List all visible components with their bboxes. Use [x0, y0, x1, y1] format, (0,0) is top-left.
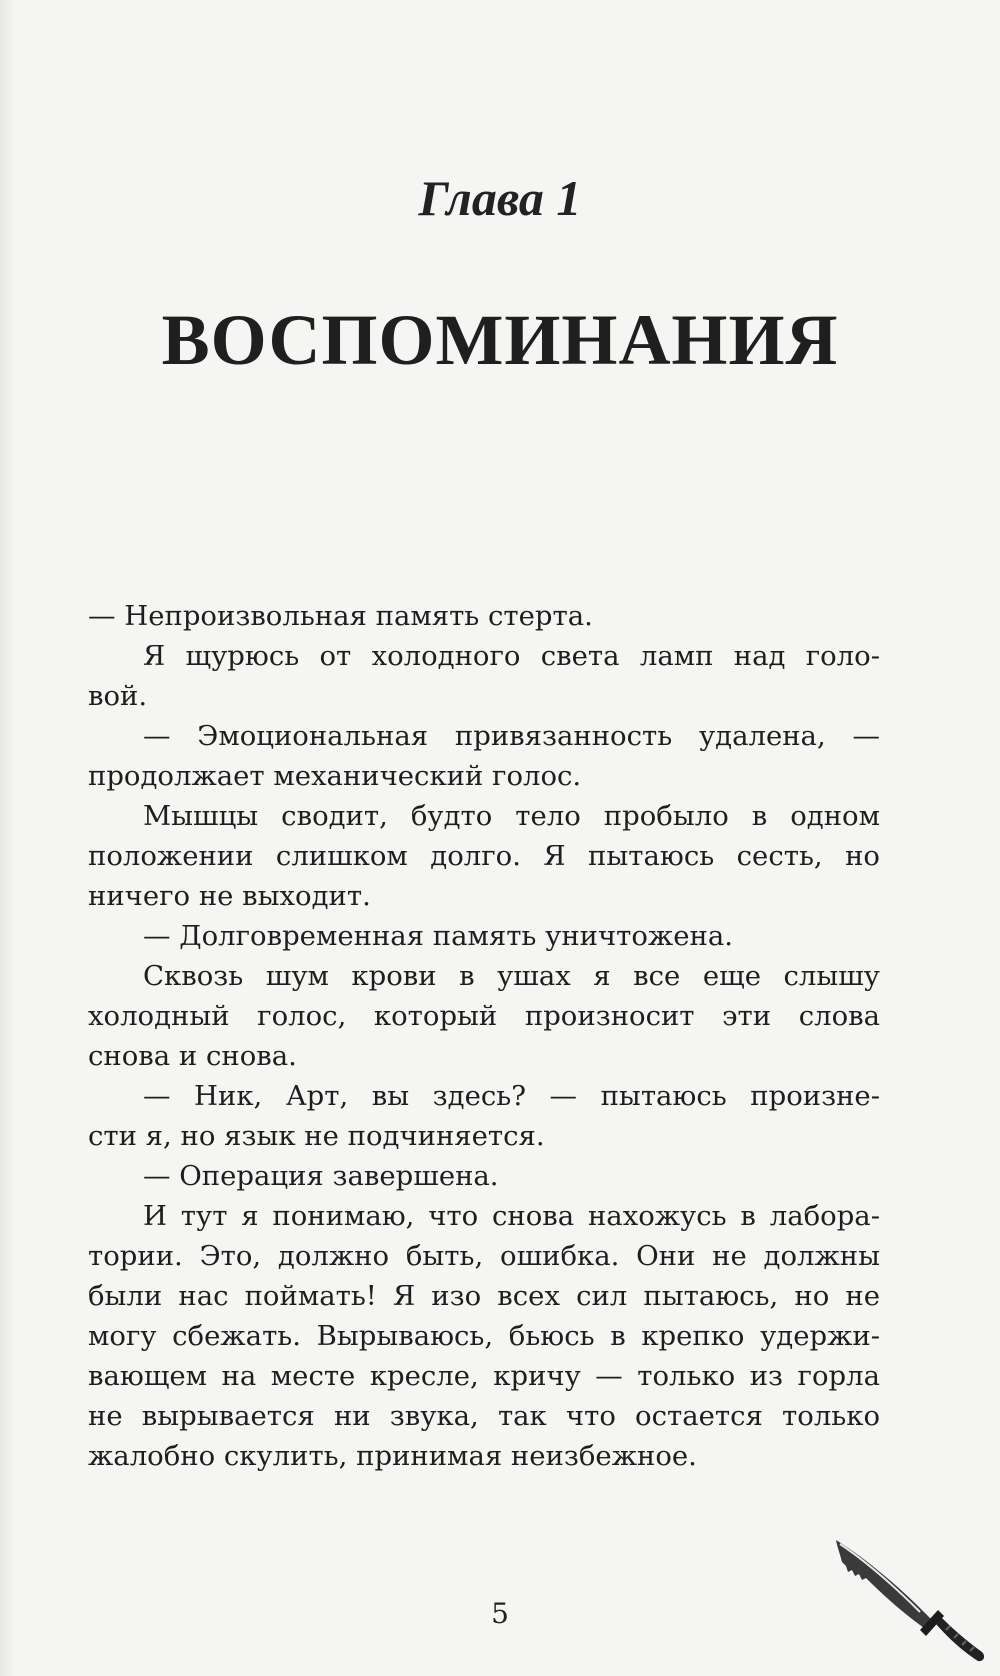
- text-line: Сквозь шум крови в ушах я все еще слышу: [143, 960, 880, 992]
- text-line: жалобно скулить, принимая неизбежное.: [88, 1440, 697, 1472]
- page-edge: [0, 0, 14, 1676]
- text-line: Мышцы сводит, будто тело пробыло в одном: [143, 800, 880, 832]
- text-line: продолжает механический голос.: [88, 760, 582, 792]
- text-line: — Долговременная память уничтожена.: [143, 920, 733, 952]
- text-line: ничего не выходит.: [88, 880, 371, 912]
- text-line: не вырывается ни звука, так что остается только: [88, 1400, 880, 1432]
- text-line: снова и снова.: [88, 1040, 297, 1072]
- text-line: тории. Это, должно быть, ошибка. Они не должны: [88, 1240, 880, 1272]
- chapter-title: ВОСПОМИНАНИЯ: [161, 300, 839, 380]
- text-line: вой.: [88, 680, 148, 712]
- text-line: холодный голос, который произносит эти слова: [88, 1000, 880, 1032]
- chapter-label: Глава 1: [418, 170, 582, 226]
- text-line: вающем на месте кресле, кричу — только из горла: [88, 1360, 880, 1392]
- text-line: — Ник, Арт, вы здесь? — пытаюсь произне-: [143, 1080, 880, 1112]
- text-line: — Непроизвольная память стерта.: [88, 600, 593, 632]
- text-line: — Эмоциональная привязанность удалена, —: [143, 720, 880, 752]
- text-line: могу сбежать. Вырываюсь, бьюсь в крепко удержи-: [88, 1320, 880, 1352]
- text-line: И тут я понимаю, что снова нахожусь в лабора-: [143, 1200, 880, 1232]
- knife-icon: [832, 1534, 990, 1666]
- page-number: 5: [491, 1597, 509, 1630]
- text-line: — Операция завершена.: [143, 1160, 499, 1192]
- text-line: сти я, но язык не подчиняется.: [88, 1120, 545, 1152]
- text-line: Я щурюсь от холодного света ламп над голо-: [143, 640, 880, 672]
- text-line: положении слишком долго. Я пытаюсь сесть, но: [88, 840, 880, 872]
- body-text: [88, 596, 880, 1476]
- text-line: были нас поймать! Я изо всех сил пытаюсь, но не: [88, 1280, 880, 1312]
